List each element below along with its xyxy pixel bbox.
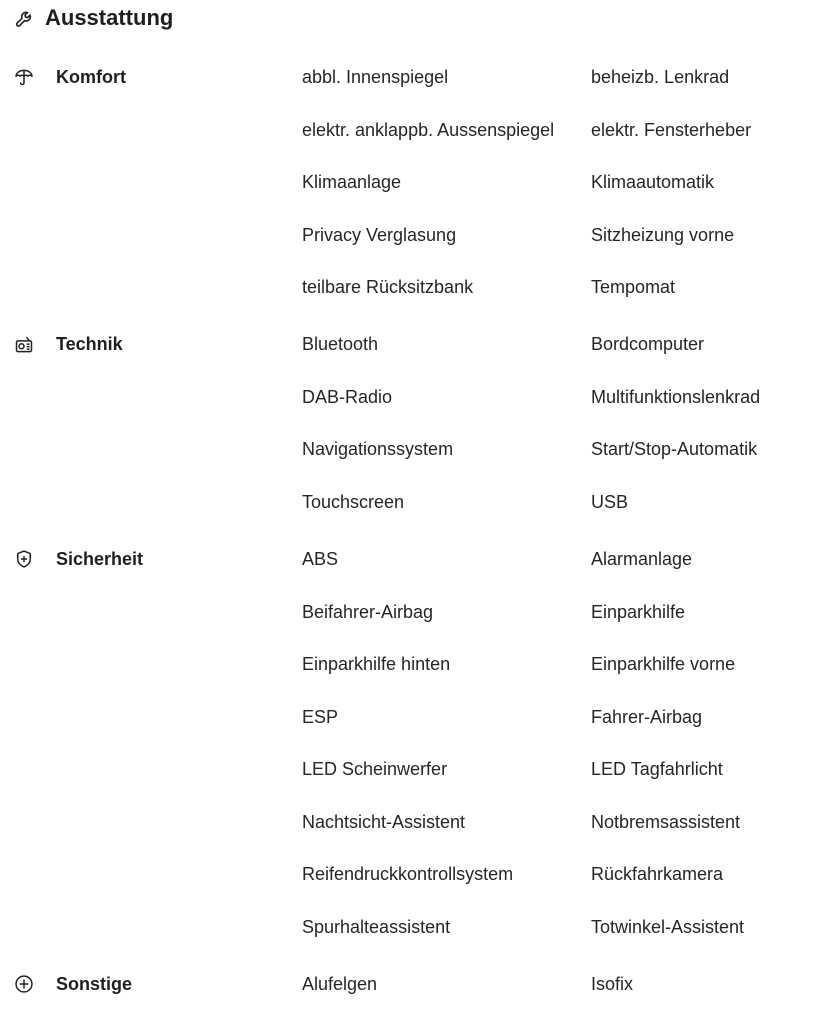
feature-item: ABS <box>302 549 339 569</box>
feature-item: Rückfahrkamera <box>591 864 724 884</box>
feature-item: ESP <box>302 707 339 727</box>
feature-item: Spurhalteassistent <box>302 917 451 937</box>
feature-item: Start/Stop-Automatik <box>591 439 758 459</box>
feature-item: teilbare Rücksitzbank <box>302 277 474 297</box>
feature-item: Touchscreen <box>302 492 405 512</box>
feature-item: DAB-Radio <box>302 387 393 407</box>
feature-item: LED Scheinwerfer <box>302 759 448 779</box>
feature-item: USB <box>591 492 629 512</box>
feature-item: Klimaanlage <box>302 172 402 192</box>
feature-item: Multifunktionslenkrad <box>591 387 761 407</box>
category-label: Sicherheit <box>56 549 144 569</box>
feature-item: Privacy Verglasung <box>302 225 457 245</box>
feature-item: abbl. Innenspiegel <box>302 67 449 87</box>
category-label: Sonstige <box>56 974 133 994</box>
feature-item: elektr. Fensterheber <box>591 120 752 140</box>
page-title: Ausstattung <box>45 5 174 30</box>
feature-item: Alufelgen <box>302 974 378 994</box>
radio-icon <box>14 335 34 355</box>
feature-item: Nachtsicht-Assistent <box>302 812 466 832</box>
feature-item: Einparkhilfe hinten <box>302 654 451 674</box>
plus-circle-icon <box>14 974 34 994</box>
feature-item: Isofix <box>591 974 634 994</box>
category-label: Komfort <box>56 67 126 87</box>
feature-item: beheizb. Lenkrad <box>591 67 730 87</box>
shield-icon <box>14 549 34 569</box>
feature-item: LED Tagfahrlicht <box>591 759 723 779</box>
feature-item: Einparkhilfe <box>591 602 686 622</box>
category-label: Technik <box>56 334 123 354</box>
feature-item: Beifahrer-Airbag <box>302 602 434 622</box>
feature-item: Alarmanlage <box>591 549 693 569</box>
wrench-icon <box>14 7 36 29</box>
feature-item: Bordcomputer <box>591 334 705 354</box>
feature-item: Notbremsassistent <box>591 812 741 832</box>
equipment-header <box>14 3 173 33</box>
feature-item: Totwinkel-Assistent <box>591 917 745 937</box>
feature-item: Tempomat <box>591 277 676 297</box>
feature-item: Einparkhilfe vorne <box>591 654 736 674</box>
feature-item: Bluetooth <box>302 334 379 354</box>
feature-item: Klimaautomatik <box>591 172 715 192</box>
feature-item: Reifendruckkontrollsystem <box>302 864 514 884</box>
feature-item: elektr. anklappb. Aussenspiegel <box>302 120 555 140</box>
feature-item: Fahrer-Airbag <box>591 707 703 727</box>
feature-item: Navigationssystem <box>302 439 454 459</box>
feature-item: Sitzheizung vorne <box>591 225 735 245</box>
umbrella-icon <box>14 67 34 87</box>
